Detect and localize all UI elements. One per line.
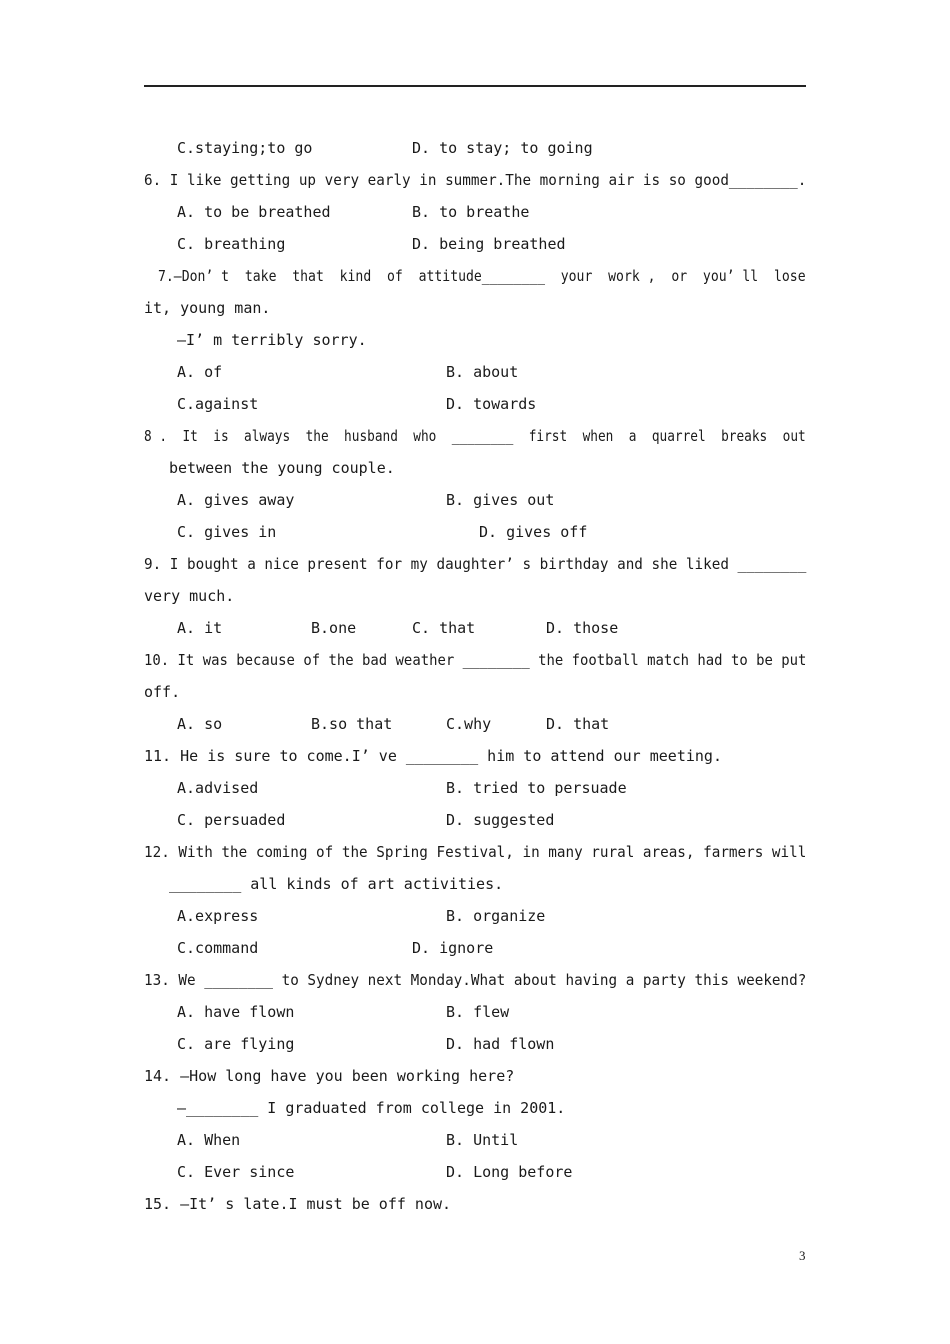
option-line: B. to breathe — [412, 203, 530, 221]
option-line: C.staying;to go — [177, 139, 313, 157]
option-line: B. Until — [446, 1131, 519, 1149]
question-line: 14. —How long have you been working here? — [144, 1067, 515, 1085]
option-line: C. are flying — [177, 1035, 295, 1053]
header-rule — [144, 85, 806, 87]
question-line: 10. It was because of the bad weather ________ the football match had to be put — [144, 651, 807, 669]
option-line: B.one — [311, 619, 357, 637]
option-line: B.so that — [311, 715, 393, 733]
option-line: D. that — [546, 715, 610, 733]
option-line: C. that — [412, 619, 476, 637]
question-line: off. — [144, 683, 181, 701]
question-line: it, young man. — [144, 299, 271, 317]
option-line: A. gives away — [177, 491, 295, 509]
option-line: B. tried to persuade — [446, 779, 627, 797]
question-line: ________ all kinds of art activities. — [169, 875, 504, 893]
option-line: C.why — [446, 715, 492, 733]
option-line: A. When — [177, 1131, 241, 1149]
option-line: D. suggested — [446, 811, 555, 829]
option-line: C.against — [177, 395, 259, 413]
option-line: B. about — [446, 363, 519, 381]
option-line: D. Long before — [446, 1163, 573, 1181]
question-line: 11. He is sure to come.I’ ve ________ him to attend our meeting. — [144, 747, 722, 765]
option-line: A. have flown — [177, 1003, 295, 1021]
question-line: 7.—Don’ t take that kind of attitude________ your work , or you’ ll lose — [158, 267, 806, 285]
option-line: A. so — [177, 715, 223, 733]
option-line: A.express — [177, 907, 259, 925]
option-line: A. to be breathed — [177, 203, 331, 221]
question-line: 6. I like getting up very early in summer.The morning air is so good________. — [144, 171, 807, 189]
dialogue-line: —I’ m terribly sorry. — [177, 331, 367, 349]
question-line: 15. —It’ s late.I must be off now. — [144, 1195, 452, 1213]
option-line: A. of — [177, 363, 223, 381]
option-line: D. ignore — [412, 939, 494, 957]
question-line: between the young couple. — [169, 459, 395, 477]
option-line: C. breathing — [177, 235, 286, 253]
option-line: D. to stay; to going — [412, 139, 593, 157]
question-line: very much. — [144, 587, 235, 605]
option-line: B. flew — [446, 1003, 510, 1021]
question-line: 8 . It is always the husband who ________ first when a quarrel breaks out — [144, 427, 806, 445]
option-line: C. Ever since — [177, 1163, 295, 1181]
option-line: C. gives in — [177, 523, 277, 541]
option-line: B. organize — [446, 907, 546, 925]
option-line: A. it — [177, 619, 223, 637]
question-line: 12. With the coming of the Spring Festival, in many rural areas, farmers will — [144, 843, 807, 861]
option-line: D. those — [546, 619, 619, 637]
page-number: 3 — [799, 1248, 806, 1263]
option-line: B. gives out — [446, 491, 555, 509]
option-line: C. persuaded — [177, 811, 286, 829]
option-line: D. being breathed — [412, 235, 566, 253]
dialogue-line: —________ I graduated from college in 2001. — [177, 1099, 566, 1117]
option-line: D. towards — [446, 395, 537, 413]
option-line: D. gives off — [479, 523, 588, 541]
option-line: C.command — [177, 939, 259, 957]
question-line: 13. We ________ to Sydney next Monday.What about having a party this weekend? — [144, 971, 807, 989]
option-line: A.advised — [177, 779, 259, 797]
option-line: D. had flown — [446, 1035, 555, 1053]
question-line: 9. I bought a nice present for my daughter’ s birthday and she liked ________ — [144, 555, 807, 573]
